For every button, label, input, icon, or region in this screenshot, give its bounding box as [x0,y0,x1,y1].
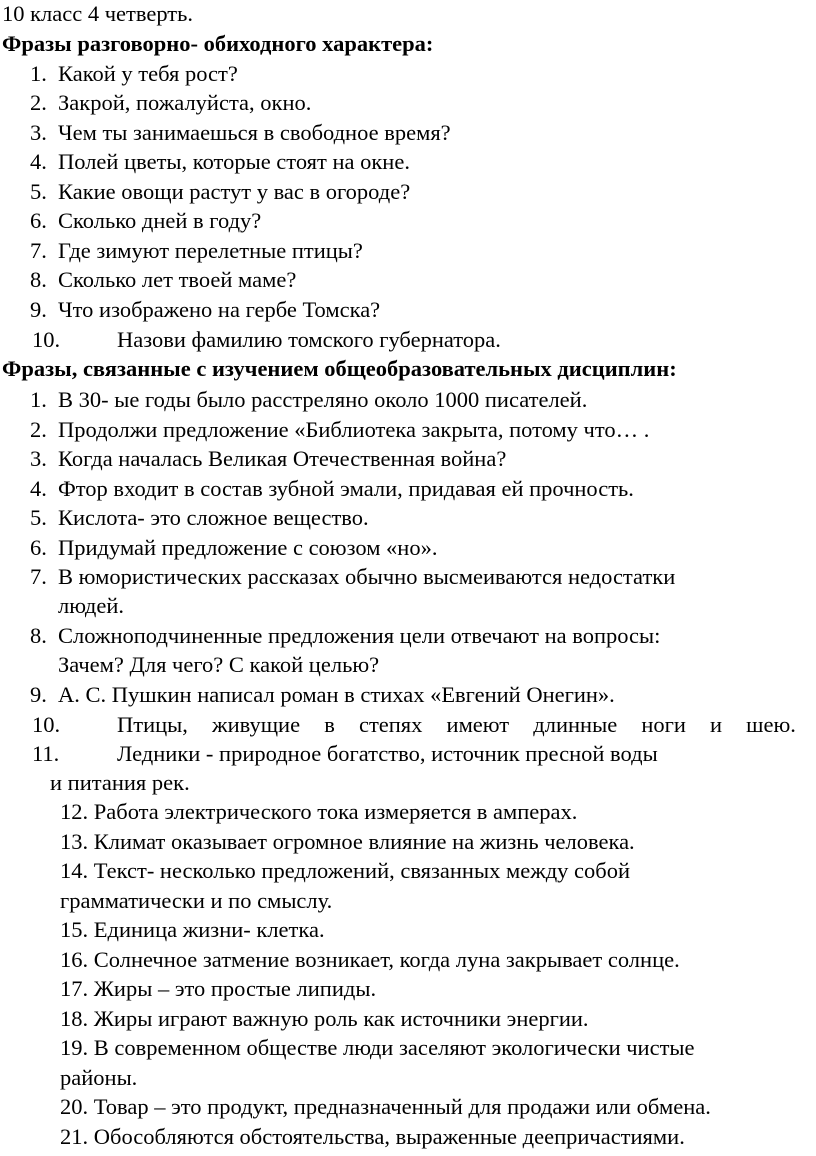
list-item-number: 7. [30,564,47,589]
list-item-text: Где зимуют перелетные птицы? [58,238,363,263]
word: в [324,712,335,737]
list-item-number: 5. [30,179,47,204]
word: ноги [641,712,686,737]
list-item-number: 6. [30,208,47,233]
list-item-text: Сколько лет твоей маме? [58,267,297,292]
list-item-number: 3. [30,446,47,471]
list-item-text: 21. Обособляются обстоятельства, выраженные деепричастиями. [60,1124,685,1149]
list-item-text: Придумай предложение с союзом «но». [58,535,438,560]
list-item-text: Сложноподчиненные предложения цели отвечают на вопросы: [58,623,661,648]
list-item-text: Ледники - природное богатство, источник пресной воды [117,741,658,766]
list-item-text: 20. Товар – это продукт, предназначенный для продажи или обмена. [60,1094,711,1119]
list-item-number: 4. [30,149,47,174]
list-item-text: 15. Единица жизни- клетка. [60,917,325,942]
list-item-number: 2. [30,417,47,442]
list-item-number: 9. [30,682,47,707]
list-item-number: 3. [30,120,47,145]
list-item-number: 2. [30,90,47,115]
list-item-continuation: Зачем? Для чего? С какой целью? [58,652,380,677]
list-item-number: 10. [32,712,61,737]
word: степях [358,712,423,737]
word: живущие [212,712,301,737]
list-item-continuation: и питания рек. [50,770,190,795]
word: длинные [533,712,618,737]
list-item-text: Когда началась Великая Отечественная война? [58,446,507,471]
list-item-text: Продолжи предложение «Библиотека закрыта, потому что… . [58,417,650,442]
list-item-text: Какие овощи растут у вас в огороде? [58,179,411,204]
word: и [710,712,723,737]
list-item-number: 1. [30,387,47,412]
word: Птицы, [117,712,188,737]
list-item-text: Полей цветы, которые стоят на окне. [58,149,410,174]
list-item-text: В 30- ые годы было расстреляно около 1000 писателей. [58,387,588,412]
list-item-text: 13. Климат оказывает огромное влияние на жизнь человека. [60,829,635,854]
list-item-number: 11. [32,741,60,766]
list-item-text: 19. В современном обществе люди заселяют экологически чистые [60,1035,695,1060]
list-item-text: 14. Текст- несколько предложений, связанных между собой [60,858,631,883]
list-item-text: Кислота- это сложное вещество. [58,505,369,530]
word: шею. [746,712,796,737]
list-item-text: 12. Работа электрического тока измеряется в амперах. [60,799,578,824]
list-item-text [117,711,796,739]
list-item-text: В юмористических рассказах обычно высмеиваются недостатки [58,564,676,589]
list-item-number: 10. [32,327,61,352]
list-item-number: 7. [30,238,47,263]
list-item-text: 18. Жиры играют важную роль как источники энергии. [60,1006,589,1031]
list-item-text: А. С. Пушкин написал роман в стихах «Евгений Онегин». [58,682,615,707]
list-item-text: Какой у тебя рост? [58,61,238,86]
list-item-number: 9. [30,297,47,322]
list-item-text: Что изображено на гербе Томска? [58,297,381,322]
section1-title: Фразы разговорно- обиходного характера: [2,31,434,56]
list-item-text: 17. Жиры – это простые липиды. [60,976,377,1001]
list-item-number: 8. [30,267,47,292]
list-item-continuation: людей. [58,593,124,618]
list-item-number: 4. [30,476,47,501]
list-item-text: Сколько дней в году? [58,208,262,233]
list-item-number: 5. [30,505,47,530]
list-item-text: Закрой, пожалуйста, окно. [58,90,312,115]
list-item-continuation: грамматически и по смыслу. [60,888,333,913]
list-item-number: 1. [30,61,47,86]
list-item-continuation: районы. [60,1065,138,1090]
list-item-text: Назови фамилию томского губернатора. [117,327,501,352]
word: имеют [446,712,510,737]
list-item-number: 8. [30,623,47,648]
list-item-text: Фтор входит в состав зубной эмали, придавая ей прочность. [58,476,634,501]
list-item-number: 6. [30,535,47,560]
header-line: 10 класс 4 четверть. [2,1,194,26]
list-item-text: 16. Солнечное затмение возникает, когда луна закрывает солнце. [60,947,680,972]
list-item-text: Чем ты занимаешься в свободное время? [58,120,451,145]
section2-title: Фразы, связанные с изучением общеобразовательных дисциплин: [2,356,677,381]
